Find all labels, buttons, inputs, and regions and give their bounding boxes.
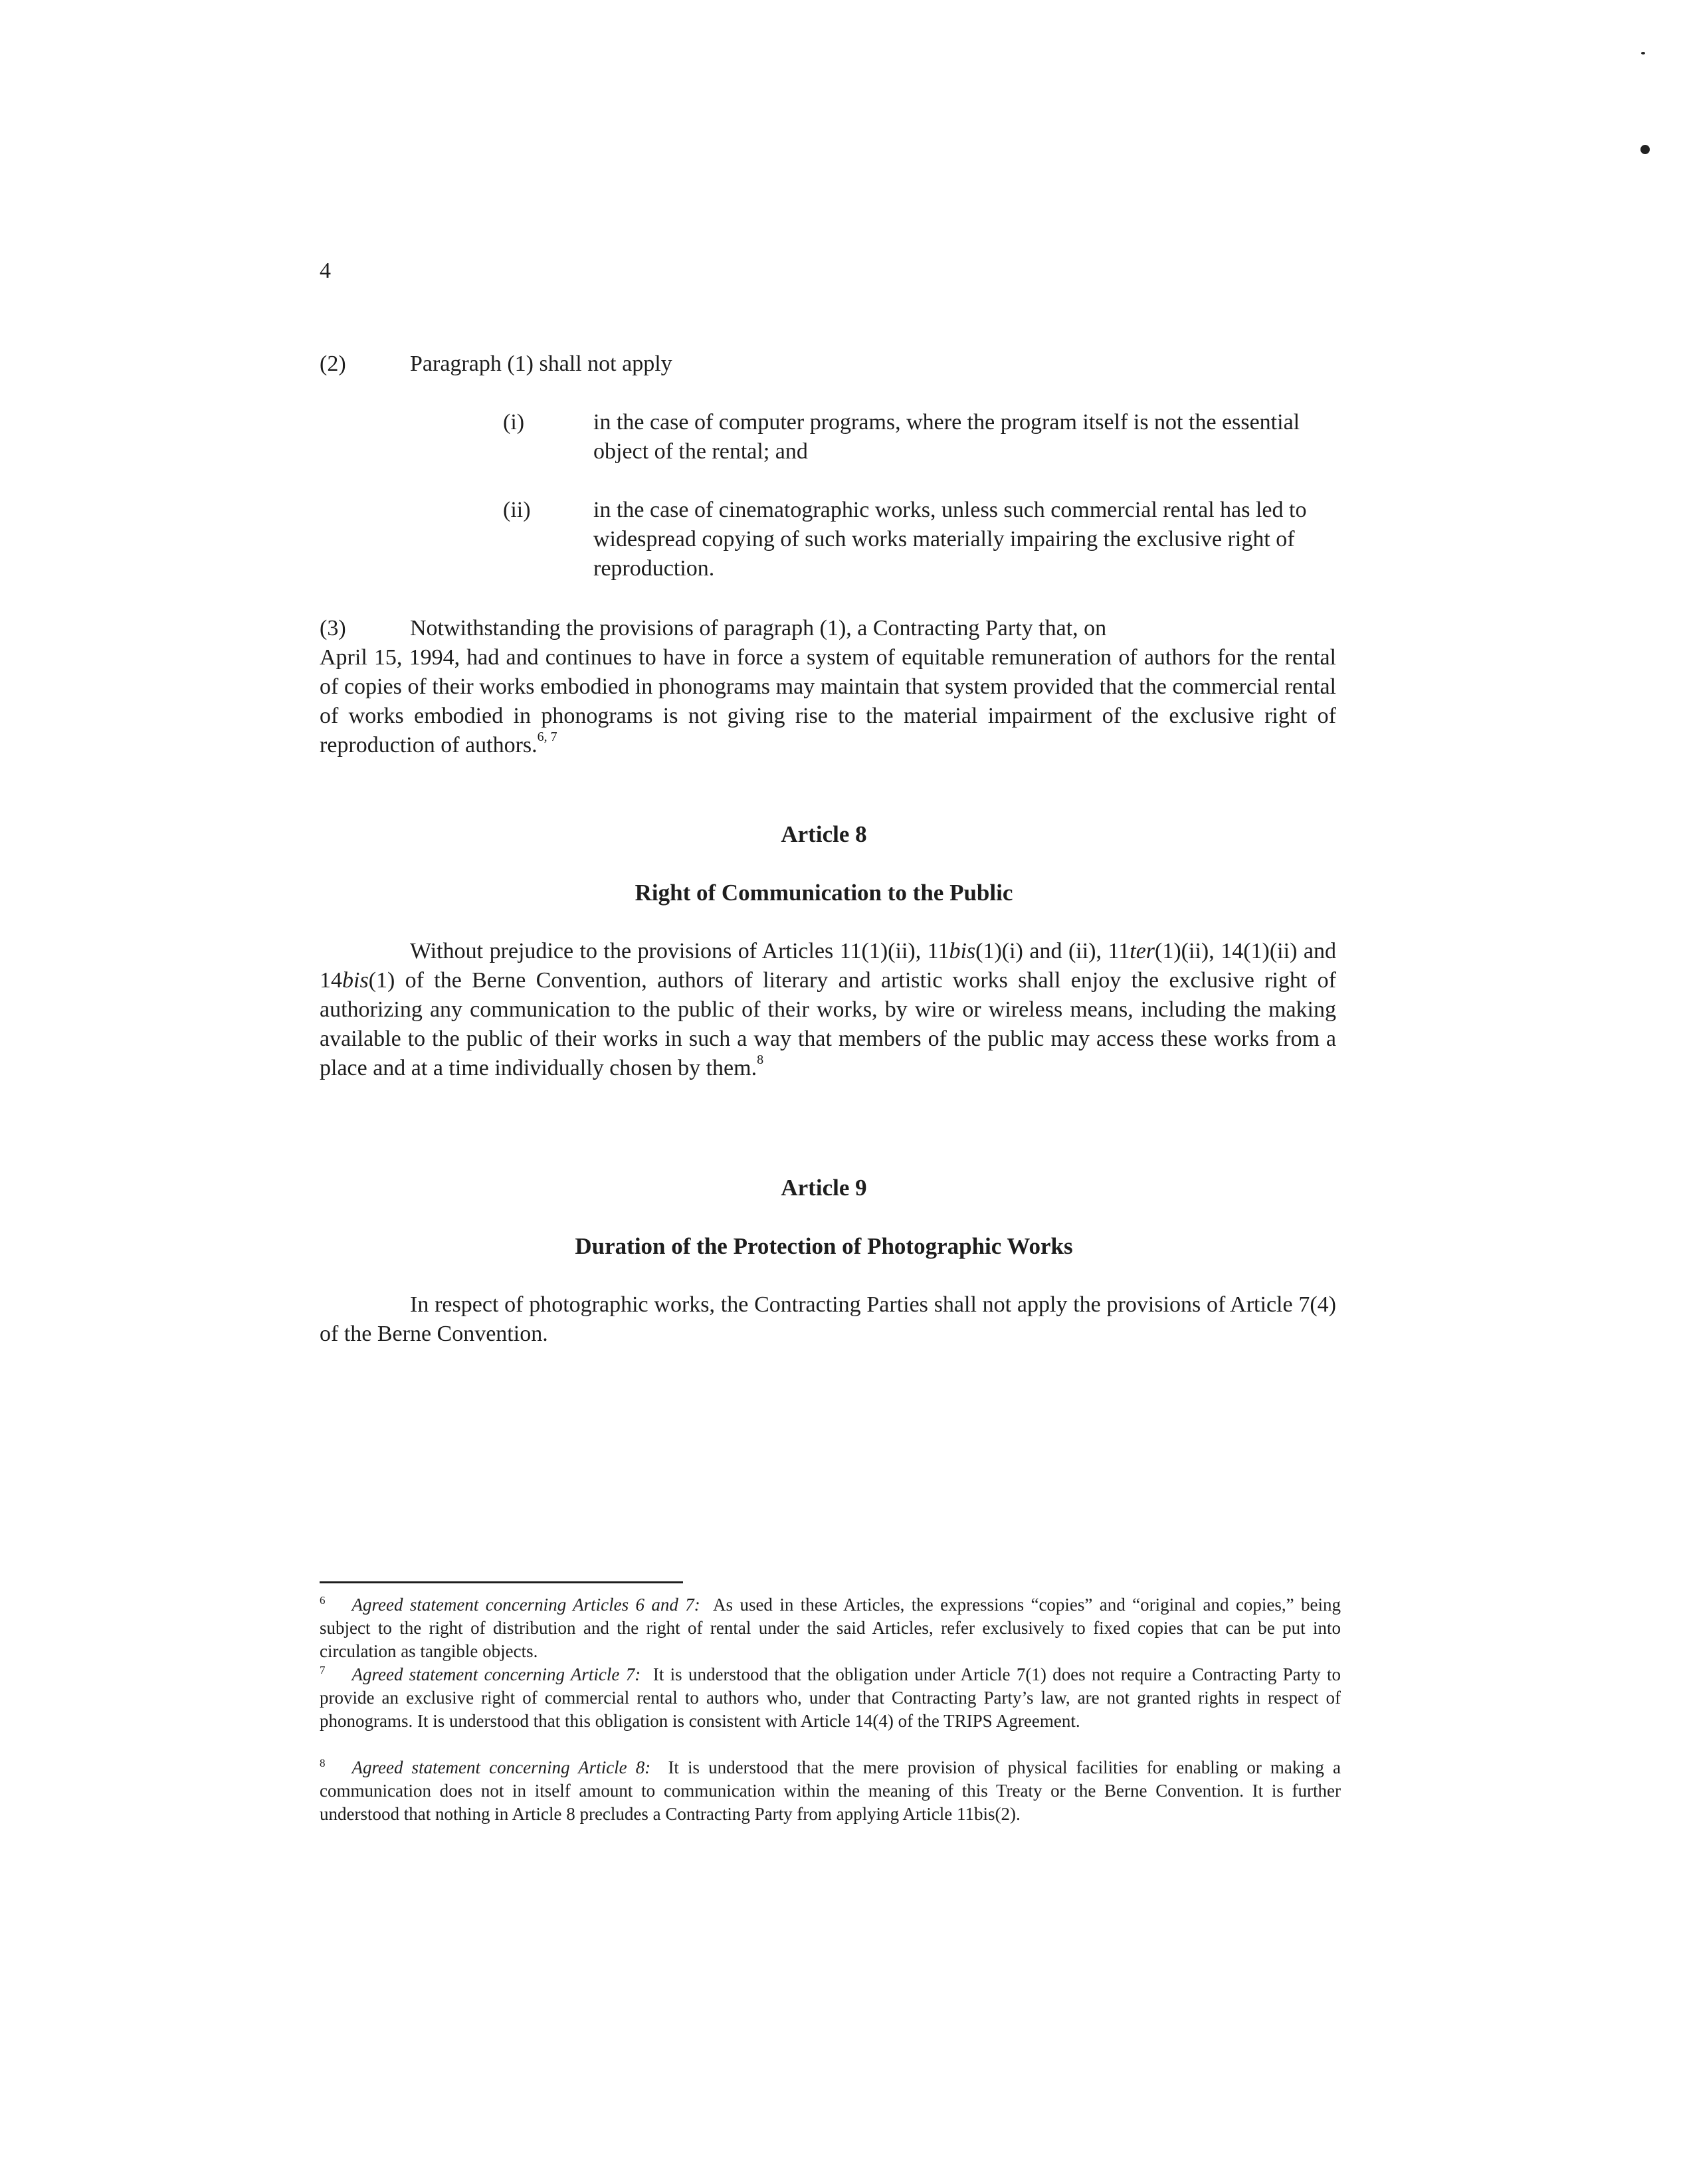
page-number: 4 — [320, 258, 331, 283]
item-i-text: in the case of computer programs, where the program itself is not the essential object of the rental; and — [593, 410, 1300, 464]
scan-speck — [1640, 145, 1650, 154]
item-i-label: (i) — [503, 410, 525, 435]
article-8-text-2: (1)(i) and (ii), 11 — [975, 939, 1130, 963]
footnote-8-text: It is understood that the mere provision of physical facilities for enabling or making a communication does not in itself amount to communication within the meaning of this Treaty or the Berne Convention. It is further understood that nothing in Article 8 precludes a Contracting Party from applying Article 11bis(2). — [320, 1757, 1341, 1824]
footnote-ref-8: 8 — [757, 1052, 764, 1067]
article-9-paragraph: In respect of photographic works, the Contracting Parties shall not apply the provisions of Article 7(4) of the Berne Convention. — [320, 1292, 1336, 1346]
footnote-6 — [320, 1593, 1341, 1663]
paragraph-3-text: April 15, 1994, had and continues to have in force a system of equitable remuneration of authors for the rental of copies of their works embodied in phonograms may maintain that system provided that the commercial rental of works embodied in phonograms is not giving rise to the material impairment of the exclusive right of reproduction of authors. — [320, 645, 1336, 757]
footnote-6-number: 6 — [320, 1594, 326, 1607]
footnote-7-lead: Agreed statement concerning Article 7: — [351, 1664, 641, 1684]
paragraph-3-first-line: Notwithstanding the provisions of paragraph (1), a Contracting Party that, on — [410, 616, 1107, 641]
footnote-8-lead: Agreed statement concerning Article 8: — [351, 1757, 651, 1777]
scan-speck — [1641, 52, 1645, 54]
article-8-text-1: Without prejudice to the provisions of Articles 11(1)(ii), 11 — [410, 939, 949, 963]
article-8-italic-2: ter — [1130, 939, 1155, 963]
footnote-7-text: It is understood that the obligation under Article 7(1) does not require a Contracting Party to provide an exclusive right of commercial rental to authors who, under that Contracting Party’s law, are not granted rights in respect of phonograms. It is understood that this obligation is consistent with Article 14(4) of the TRIPS Agreement. — [320, 1664, 1341, 1731]
article-9-heading: Article 9 — [781, 1175, 867, 1201]
article-8-title: Right of Communication to the Public — [635, 880, 1013, 906]
article-8-text-4: (1) of the Berne Convention, authors of literary and artistic works shall enjoy the exclusive right of authorizing any communication to the public of their works, by wire or wireless means, including the making available to the public of their works in such a way that members of the public may access these works from a place and at a time individually chosen by them. — [320, 968, 1336, 1080]
footnote-8 — [320, 1756, 1341, 1826]
article-8-italic-1: bis — [949, 939, 976, 963]
article-8-paragraph — [320, 937, 1336, 1083]
footnote-7-number: 7 — [320, 1664, 326, 1676]
paragraph-2-intro: Paragraph (1) shall not apply — [410, 351, 672, 376]
footnote-ref-6-7: 6, 7 — [537, 730, 557, 744]
article-8-italic-3: bis — [342, 968, 369, 993]
footnote-8-number: 8 — [320, 1757, 326, 1769]
paragraph-3-body — [320, 643, 1336, 760]
footnote-separator — [320, 1581, 683, 1583]
footnote-7 — [320, 1663, 1341, 1733]
article-9-title: Duration of the Protection of Photographic Works — [575, 1233, 1073, 1259]
article-8-heading: Article 8 — [781, 821, 867, 847]
paragraph-2-label: (2) — [320, 351, 346, 376]
item-ii-label: (ii) — [503, 498, 531, 522]
footnote-6-lead: Agreed statement concerning Articles 6 and 7: — [351, 1595, 700, 1615]
paragraph-3-label: (3) — [320, 616, 346, 641]
footnote-6-text: As used in these Articles, the expressions “copies” and “original and copies,” being subject to the right of distribution and the right of rental under the said Articles, refer exclusively to fixed copies that can be put into circulation as tangible objects. — [320, 1595, 1341, 1661]
item-ii-text: in the case of cinematographic works, unless such commercial rental has led to widespread copying of such works materially impairing the exclusive right of reproduction. — [593, 498, 1307, 581]
article-8-text-3: (1)(ii), 14(1)(ii) and 14 — [320, 939, 1336, 993]
